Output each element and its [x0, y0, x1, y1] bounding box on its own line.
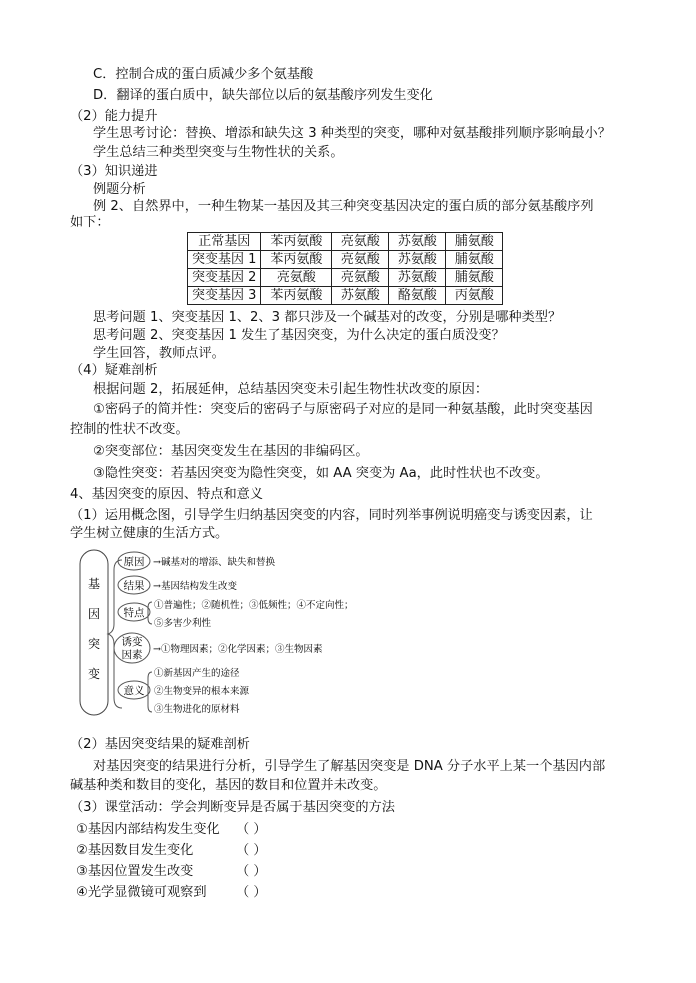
concept-map-text: →基因结构发生改变 — [153, 581, 237, 592]
paragraph: 根据问题 2，拓展延伸，总结基因突变未引起生物性状改变的原因： — [93, 382, 489, 397]
option-d: D．翻译的蛋白质中，缺失部位以后的氨基酸序列发生变化 — [93, 88, 433, 103]
paragraph: 思考问题 1、突变基因 1、2、3 都只涉及一个碱基对的改变，分别是哪种类型？ — [93, 310, 562, 325]
answer-blank[interactable]: （ ） — [236, 864, 267, 879]
table-cell: 脯氨酸 — [446, 233, 503, 251]
table-row — [188, 251, 503, 269]
answer-blank[interactable]: （ ） — [236, 843, 267, 858]
paragraph: 学生树立健康的生活方式。 — [70, 526, 229, 541]
concept-map-node-label: 结果 — [123, 580, 145, 592]
table-cell: 亮氨酸 — [261, 269, 332, 287]
table-cell: 苏氨酸 — [389, 269, 446, 287]
paragraph: ②突变部位：基因突变发生在基因的非编码区。 — [93, 444, 369, 459]
section-heading-4: （4）疑难剖析 — [70, 363, 158, 378]
table-cell: 苯丙氨酸 — [261, 233, 332, 251]
section-title-4: 4、基因突变的原因、特点和意义 — [70, 487, 264, 502]
concept-map — [78, 548, 358, 720]
amino-acid-table — [187, 232, 503, 305]
concept-map-text: →①物理因素；②化学因素；③生物因素 — [153, 644, 323, 655]
paragraph: 思考问题 2、突变基因 1 发生了基因突变，为什么决定的蛋白质没变？ — [93, 328, 505, 343]
concept-map-text: ①普遍性；②随机性；③低频性；④不定向性； — [154, 600, 354, 611]
paragraph: 碱基种类和数目的变化，基因的数目和位置并未改变。 — [70, 778, 387, 793]
paragraph: ①密码子的简并性：突变后的密码子与原密码子对应的是同一种氨基酸，此时突变基因 — [93, 402, 593, 417]
table-cell: 正常基因 — [188, 233, 261, 251]
table-cell: 苯丙氨酸 — [261, 251, 332, 269]
answer-blank[interactable]: （ ） — [236, 885, 267, 900]
quiz-item: ②基因数目发生变化 — [76, 843, 194, 858]
concept-map-node-label: 意义 — [123, 685, 145, 697]
concept-map-node-label: 原因 — [123, 556, 145, 568]
concept-map-node-label: 诱变 — [121, 636, 143, 648]
table-cell: 亮氨酸 — [332, 233, 389, 251]
concept-map-node-label: 因素 — [121, 649, 143, 661]
answer-blank[interactable]: （ ） — [236, 822, 267, 837]
paragraph: 例题分析 — [93, 182, 146, 197]
paragraph: 学生回答，教师点评。 — [93, 346, 225, 361]
concept-map-root-char: 因 — [87, 607, 101, 621]
concept-map-root-char: 突 — [87, 637, 101, 651]
paragraph: 例 2、自然界中，一种生物某一基因及其三种突变基因决定的蛋白质的部分氨基酸序列 — [93, 199, 594, 214]
concept-map-text: ②生物变异的根本来源 — [154, 686, 250, 697]
section-heading-3: （3）知识递进 — [70, 164, 158, 179]
quiz-item: ③基因位置发生改变 — [76, 864, 194, 879]
table-cell: 苏氨酸 — [389, 251, 446, 269]
paragraph: 对基因突变的结果进行分析，引导学生了解基因突变是 DNA 分子水平上某一个基因内部 — [93, 759, 606, 774]
concept-map-root-box — [80, 550, 108, 715]
paragraph: 学生思考讨论：替换、增添和缺失这 3 种类型的突变，哪种对氨基酸排列顺序影响最小？ — [93, 126, 611, 141]
concept-map-root-char: 基 — [87, 577, 101, 591]
paragraph: ③隐性突变：若基因突变为隐性突变，如 AA 突变为 Aa，此时性状也不改变。 — [93, 466, 549, 481]
paragraph: 如下： — [70, 215, 110, 230]
quiz-item: ①基因内部结构发生变化 — [76, 822, 220, 837]
table-cell: 脯氨酸 — [446, 251, 503, 269]
table-cell: 亮氨酸 — [332, 269, 389, 287]
quiz-item: ④光学显微镜可观察到 — [76, 885, 207, 900]
table-cell: 突变基因 2 — [188, 269, 261, 287]
table-cell: 苯丙氨酸 — [261, 287, 332, 305]
table-row — [188, 287, 503, 305]
concept-map-text: →碱基对的增添、缺失和替换 — [153, 557, 275, 568]
paragraph: 控制的性状不改变。 — [70, 422, 189, 437]
table-cell: 苏氨酸 — [389, 233, 446, 251]
table-row — [188, 269, 503, 287]
section-heading-2b: （2）基因突变结果的疑难剖析 — [70, 737, 250, 752]
paragraph: （1）运用概念图，引导学生归纳基因突变的内容，同时列举事例说明癌变与诱变因素，让 — [70, 508, 593, 523]
option-c: C．控制合成的蛋白质减少多个氨基酸 — [93, 67, 314, 82]
table-cell: 突变基因 3 — [188, 287, 261, 305]
table-cell: 脯氨酸 — [446, 269, 503, 287]
table-cell: 酪氨酸 — [389, 287, 446, 305]
table-row — [188, 233, 503, 251]
section-heading-2: （2）能力提升 — [70, 109, 158, 124]
concept-map-text: ⑤多害少利性 — [154, 618, 212, 629]
table-cell: 苏氨酸 — [332, 287, 389, 305]
concept-map-node-label: 特点 — [123, 607, 145, 619]
concept-map-root-char: 变 — [87, 667, 101, 681]
table-cell: 亮氨酸 — [332, 251, 389, 269]
concept-map-text: ③生物进化的原材料 — [154, 704, 240, 715]
table-cell: 突变基因 1 — [188, 251, 261, 269]
section-heading-3b: （3）课堂活动：学会判断变异是否属于基因突变的方法 — [70, 800, 395, 815]
paragraph: 学生总结三种类型突变与生物性状的关系。 — [93, 145, 344, 160]
concept-map-text: ①新基因产生的途径 — [154, 668, 240, 679]
table-cell: 丙氨酸 — [446, 287, 503, 305]
